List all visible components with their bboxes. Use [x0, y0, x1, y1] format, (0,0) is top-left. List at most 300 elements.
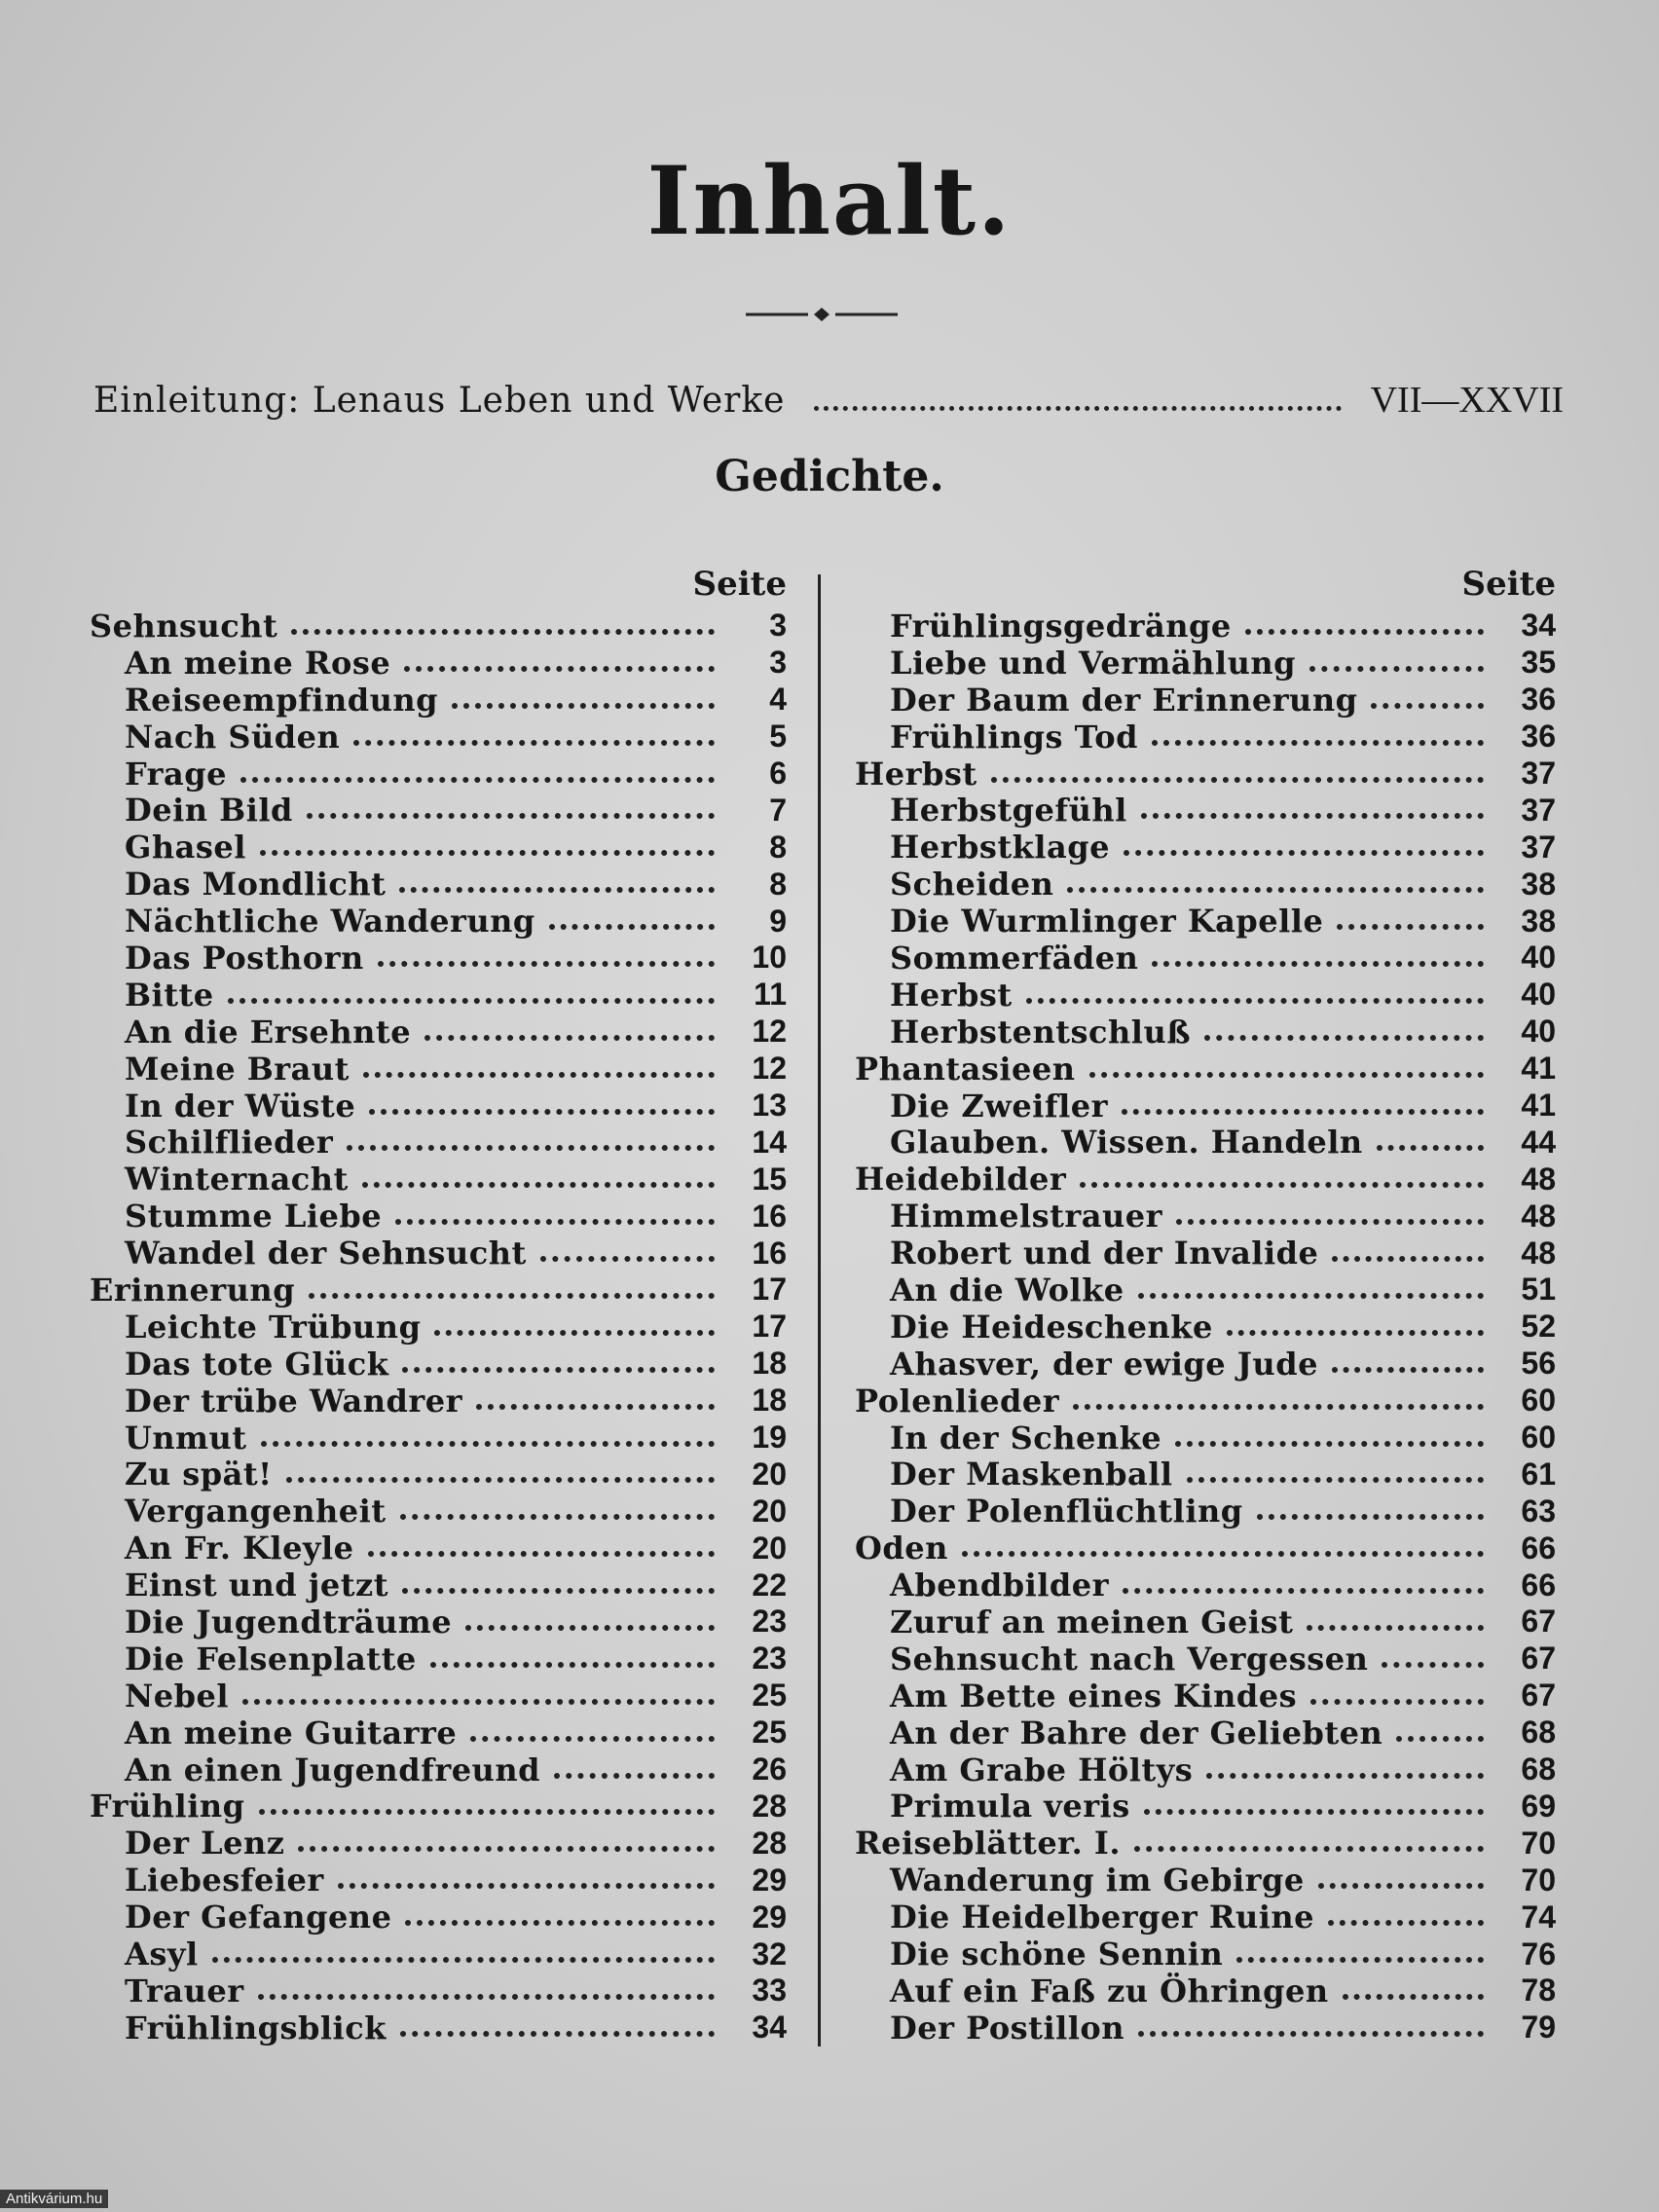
toc-entry: [90, 1751, 787, 1788]
toc-entry-page: 35: [1521, 645, 1556, 681]
dot-leader: [399, 887, 715, 893]
toc-entry-page: 51: [1521, 1272, 1556, 1308]
toc-entry-page: 38: [1521, 866, 1556, 902]
toc-entry-title: Abendbilder: [890, 1567, 1109, 1604]
dot-leader: [1227, 1330, 1484, 1336]
toc-entry-title: Einst und jetzt: [125, 1567, 388, 1604]
section-title: Gedichte.: [715, 452, 944, 501]
dot-leader: [814, 406, 1341, 411]
toc-entry-page: 52: [1521, 1309, 1556, 1345]
right-column-header: Seite: [1461, 565, 1556, 604]
dot-leader: [1134, 1846, 1484, 1852]
dot-leader: [991, 777, 1484, 783]
toc-entry-title: Der Gefangene: [125, 1899, 392, 1936]
toc-entry-page: 67: [1521, 1604, 1556, 1640]
dot-leader: [228, 998, 715, 1004]
dot-leader: [962, 1551, 1484, 1557]
dot-leader: [434, 1330, 715, 1336]
toc-entry-title: Zu spät!: [125, 1456, 273, 1493]
toc-entry: [90, 756, 787, 793]
toc-entry-page: 9: [769, 903, 787, 939]
toc-entry-title: Trauer: [125, 1972, 244, 2009]
toc-entry-title: Herbst: [890, 976, 1013, 1014]
toc-entry: [855, 1936, 1556, 1972]
toc-entry: [90, 1530, 787, 1567]
toc-entry-title: Der Maskenball: [890, 1456, 1173, 1493]
toc-entry: [855, 682, 1556, 719]
toc-entry-page: 74: [1521, 1899, 1556, 1935]
dot-leader: [259, 1809, 716, 1815]
toc-entry-page: 37: [1521, 792, 1556, 828]
toc-entry: [855, 1899, 1556, 1936]
toc-entry-title: Die Wurmlinger Kapelle: [890, 903, 1324, 940]
toc-entry-title: Wandel der Sehnsucht: [125, 1235, 527, 1272]
toc-entry-title: Herbst: [855, 755, 977, 793]
toc-entry-page: 12: [752, 1051, 787, 1087]
toc-entry-title: Glauben. Wissen. Handeln: [890, 1124, 1363, 1161]
dot-leader: [1187, 1477, 1485, 1483]
toc-entry: [90, 903, 787, 940]
toc-entry-title: An einen Jugendfreund: [125, 1751, 540, 1788]
toc-entry: [90, 1014, 787, 1051]
toc-entry: [90, 1456, 787, 1493]
toc-entry: [855, 1604, 1556, 1641]
toc-entry-title: Nebel: [125, 1677, 229, 1714]
toc-entry: [855, 2009, 1556, 2046]
toc-entry-title: Erinnerung: [90, 1271, 296, 1309]
toc-entry-title: Primula veris: [890, 1788, 1130, 1825]
toc-entry-page: 37: [1521, 829, 1556, 865]
toc-entry-title: Frühling: [90, 1788, 245, 1825]
column-divider: [818, 574, 821, 2046]
toc-entry: [855, 1788, 1556, 1825]
toc-entry: [90, 1677, 787, 1714]
toc-entry-title: Reiseblätter. I.: [855, 1825, 1121, 1862]
toc-entry: [90, 1493, 787, 1530]
toc-entry-title: Polenlieder: [855, 1382, 1060, 1419]
toc-entry-page: 40: [1521, 977, 1556, 1013]
toc-entry-title: Sehnsucht: [90, 607, 278, 645]
toc-entry-title: Wanderung im Gebirge: [890, 1862, 1305, 1899]
dot-leader: [338, 1883, 715, 1889]
left-column-header: Seite: [692, 565, 787, 604]
dot-leader: [400, 2031, 715, 2037]
dot-leader: [465, 1625, 715, 1631]
dot-leader: [286, 1477, 715, 1483]
toc-entry-page: 4: [769, 682, 787, 718]
toc-entry-page: 69: [1521, 1788, 1556, 1824]
toc-entry-page: 29: [752, 1899, 787, 1935]
toc-entry-title: Der Polenflüchtling: [890, 1493, 1243, 1530]
toc-entry-page: 61: [1521, 1456, 1556, 1492]
toc-entry-page: 66: [1521, 1530, 1556, 1566]
toc-entry-title: Am Bette eines Kindes: [890, 1677, 1298, 1714]
toc-entry-title: Bitte: [125, 976, 214, 1014]
toc-entry-title: Ghasel: [125, 829, 246, 866]
toc-entry-page: 67: [1521, 1641, 1556, 1677]
toc-entry-title: An meine Guitarre: [125, 1714, 458, 1751]
toc-entry: [90, 1272, 787, 1309]
toc-entry: [90, 1936, 787, 1972]
toc-entry: [90, 1567, 787, 1604]
toc-entry-page: 56: [1521, 1346, 1556, 1382]
toc-entry: [855, 645, 1556, 682]
dot-leader: [404, 666, 715, 672]
toc-entry-page: 60: [1521, 1419, 1556, 1456]
dot-leader: [1123, 1588, 1484, 1594]
toc-entry: [90, 682, 787, 719]
dot-leader: [1089, 1072, 1485, 1078]
toc-entry-page: 32: [752, 1936, 787, 1972]
toc-entry-page: 17: [752, 1272, 787, 1308]
toc-entry-page: 14: [752, 1124, 787, 1160]
dot-leader: [1073, 1404, 1484, 1410]
toc-entry: [90, 719, 787, 756]
toc-entry-title: Frühlingsgedränge: [890, 607, 1232, 645]
toc-entry-title: Der Lenz: [125, 1825, 285, 1862]
dot-leader: [1377, 1145, 1484, 1151]
dot-leader: [1080, 1182, 1484, 1188]
toc-entry-page: 70: [1521, 1862, 1556, 1898]
toc-entry-title: Der Baum der Erinnerung: [890, 681, 1358, 719]
toc-entry-page: 67: [1521, 1677, 1556, 1714]
toc-entry: [90, 1641, 787, 1677]
dot-leader: [1206, 1773, 1484, 1779]
dot-leader: [1307, 1625, 1484, 1631]
toc-entry: [90, 792, 787, 829]
toc-entry-title: Unmut: [125, 1419, 247, 1456]
toc-entry-page: 16: [752, 1198, 787, 1234]
toc-entry-page: 33: [752, 1972, 787, 2009]
dot-leader: [1382, 1662, 1484, 1668]
toc-entry: [855, 1677, 1556, 1714]
dot-leader: [1337, 924, 1484, 930]
toc-entry-page: 68: [1521, 1751, 1556, 1788]
toc-entry: [855, 866, 1556, 903]
dot-leader: [402, 1588, 715, 1594]
page-title: Inhalt.: [646, 146, 1013, 256]
toc-entry: [855, 1751, 1556, 1788]
dot-leader: [309, 1293, 715, 1299]
toc-entry-title: Sommerfäden: [890, 939, 1139, 977]
toc-entry-title: Vergangenheit: [125, 1493, 387, 1530]
toc-entry-title: Leichte Trübung: [125, 1308, 422, 1346]
toc-entry-title: Zuruf an meinen Geist: [890, 1604, 1294, 1641]
toc-entry-title: Die Jugendträume: [125, 1604, 453, 1641]
toc-entry-title: Das Mondlicht: [125, 866, 387, 903]
dot-leader: [291, 629, 715, 635]
toc-entry-page: 76: [1521, 1936, 1556, 1972]
toc-entry: [855, 1346, 1556, 1382]
toc-entry-page: 66: [1521, 1567, 1556, 1603]
dot-leader: [1144, 1809, 1484, 1815]
toc-entry: [855, 1014, 1556, 1051]
toc-entry-title: Der trübe Wandrer: [125, 1382, 462, 1419]
dot-leader: [1318, 1883, 1484, 1889]
toc-entry: [90, 977, 787, 1014]
toc-entry: [90, 1309, 787, 1346]
dot-leader: [1371, 703, 1484, 709]
toc-entry: [90, 645, 787, 682]
toc-entry-page: 25: [752, 1677, 787, 1714]
toc-entry-page: 36: [1521, 682, 1556, 718]
toc-entry-page: 48: [1521, 1198, 1556, 1234]
toc-entry: [855, 792, 1556, 829]
dot-leader: [1328, 1920, 1484, 1926]
toc-entry: [855, 1641, 1556, 1677]
toc-entry-title: Der Postillon: [890, 2009, 1125, 2046]
dot-leader: [260, 850, 715, 856]
toc-entry-title: Asyl: [125, 1936, 199, 1973]
dot-leader: [258, 1994, 715, 2000]
dot-leader: [240, 777, 715, 783]
toc-entry-title: Heidebilder: [855, 1161, 1067, 1198]
dot-leader: [368, 1551, 715, 1557]
dot-leader: [430, 1662, 715, 1668]
toc-entry-page: 23: [752, 1641, 787, 1677]
toc-entry: [90, 1088, 787, 1124]
toc-entry-title: Herbstgefühl: [890, 792, 1127, 830]
toc-entry-page: 15: [752, 1161, 787, 1197]
toc-entry-page: 48: [1521, 1235, 1556, 1271]
toc-entry: [90, 829, 787, 866]
toc-entry-page: 13: [752, 1088, 787, 1124]
introduction-pages: VII—XXVII: [1370, 380, 1564, 421]
toc-entry: [90, 1788, 787, 1825]
toc-entry-page: 16: [752, 1235, 787, 1271]
toc-entry-page: 40: [1521, 940, 1556, 976]
toc-entry-title: Das tote Glück: [125, 1345, 389, 1382]
dot-leader: [298, 1846, 715, 1852]
dot-leader: [212, 1957, 715, 1963]
toc-entry: [855, 1456, 1556, 1493]
watermark-text: Antikvárium.hu: [0, 2190, 108, 2208]
toc-entry-title: Dein Bild: [125, 792, 293, 830]
toc-entry-page: 18: [752, 1382, 787, 1419]
toc-entry: [855, 1714, 1556, 1751]
toc-entry-page: 34: [752, 2009, 787, 2046]
toc-entry-title: Die Heidelberger Ruine: [890, 1899, 1315, 1936]
toc-entry-page: 70: [1521, 1825, 1556, 1861]
toc-entry-page: 25: [752, 1714, 787, 1751]
toc-entry: [855, 1124, 1556, 1161]
toc-entry: [90, 1051, 787, 1088]
toc-entry: [90, 1899, 787, 1936]
toc-entry-page: 22: [752, 1567, 787, 1603]
toc-entry-page: 7: [769, 792, 787, 828]
toc-entry-title: Oden: [855, 1530, 948, 1567]
toc-entry-title: Nach Süden: [125, 718, 341, 756]
toc-entry-page: 28: [752, 1788, 787, 1824]
toc-entry-title: Winternacht: [125, 1161, 349, 1198]
toc-entry: [90, 1382, 787, 1419]
dot-leader: [261, 1441, 715, 1447]
toc-entry-page: 20: [752, 1530, 787, 1566]
toc-entry-title: In der Schenke: [890, 1419, 1162, 1456]
introduction-entry: [93, 374, 1564, 426]
toc-entry-title: An die Wolke: [890, 1271, 1124, 1309]
toc-entry-page: 8: [769, 866, 787, 902]
dot-leader: [405, 1920, 715, 1926]
toc-entry-title: Sehnsucht nach Vergessen: [890, 1640, 1369, 1677]
dot-leader: [1309, 666, 1484, 672]
toc-entry-title: Die schöne Sennin: [890, 1936, 1224, 1973]
toc-entry: [855, 829, 1556, 866]
dot-leader: [1067, 887, 1484, 893]
dot-leader: [402, 1367, 715, 1373]
toc-entry-page: 36: [1521, 719, 1556, 755]
toc-entry-title: Frühlings Tod: [890, 718, 1139, 756]
toc-entry: [90, 1124, 787, 1161]
dot-leader: [554, 1773, 715, 1779]
toc-entry-page: 17: [752, 1309, 787, 1345]
toc-entry: [855, 940, 1556, 977]
dot-leader: [1138, 2031, 1484, 2037]
toc-entry: [90, 1235, 787, 1272]
toc-entry: [855, 1825, 1556, 1862]
dot-leader: [1152, 740, 1484, 746]
toc-entry-page: 79: [1521, 2009, 1556, 2046]
toc-entry: [90, 1198, 787, 1235]
toc-entry: [90, 1862, 787, 1899]
toc-entry: [855, 1419, 1556, 1456]
toc-entry-page: 78: [1521, 1972, 1556, 2009]
toc-entry: [855, 1088, 1556, 1124]
toc-entry-title: Am Grabe Höltys: [890, 1751, 1194, 1788]
toc-entry: [855, 756, 1556, 793]
toc-entry-page: 41: [1521, 1088, 1556, 1124]
toc-entry-page: 29: [752, 1862, 787, 1898]
dot-leader: [347, 1145, 715, 1151]
toc-entry-title: Schilflieder: [125, 1124, 334, 1161]
toc-entry-title: An der Bahre der Geliebten: [890, 1714, 1383, 1751]
toc-entry-title: Frage: [125, 755, 227, 793]
dot-leader: [452, 703, 715, 709]
toc-entry-title: An die Ersehnte: [125, 1013, 412, 1051]
toc-entry-page: 26: [752, 1751, 787, 1788]
dot-leader: [1396, 1736, 1484, 1742]
dot-leader: [1236, 1957, 1484, 1963]
dot-leader: [395, 1219, 715, 1225]
dot-leader: [378, 961, 715, 967]
toc-entry-page: 3: [769, 608, 787, 644]
toc-entry-title: Die Heideschenke: [890, 1308, 1213, 1346]
dot-leader: [353, 740, 715, 746]
toc-entry-page: 48: [1521, 1161, 1556, 1197]
toc-entry-title: Auf ein Faß zu Öhringen: [890, 1972, 1329, 2009]
toc-entry-title: In der Wüste: [125, 1087, 356, 1124]
dot-leader: [549, 924, 715, 930]
dot-leader: [363, 1072, 715, 1078]
toc-entry-title: Die Felsenplatte: [125, 1640, 417, 1677]
toc-entry-page: 19: [752, 1419, 787, 1456]
toc-entry-title: Himmelstrauer: [890, 1198, 1162, 1235]
toc-entry-title: Liebe und Vermählung: [890, 644, 1296, 682]
title-ornament: [746, 308, 898, 321]
dot-leader: [476, 1404, 715, 1410]
toc-entry-title: An meine Rose: [125, 644, 391, 682]
dot-leader: [1343, 1994, 1484, 2000]
dot-leader: [369, 1109, 715, 1115]
toc-entry: [855, 1862, 1556, 1899]
toc-entry-page: 34: [1521, 608, 1556, 644]
toc-entry-title: Ahasver, der ewige Jude: [890, 1345, 1318, 1382]
toc-entry: [855, 1530, 1556, 1567]
toc-entry-page: 11: [754, 977, 787, 1013]
toc-entry-page: 37: [1521, 756, 1556, 791]
toc-entry: [90, 1346, 787, 1382]
left-column: [90, 608, 787, 2046]
toc-entry-page: 63: [1521, 1493, 1556, 1529]
toc-entry-page: 18: [752, 1346, 787, 1382]
toc-entry-page: 23: [752, 1604, 787, 1640]
toc-entry: [855, 977, 1556, 1014]
toc-entry: [90, 1825, 787, 1862]
dot-leader: [424, 1035, 715, 1041]
toc-entry-page: 20: [752, 1456, 787, 1492]
dot-leader: [1141, 813, 1484, 819]
toc-entry-page: 41: [1521, 1051, 1556, 1087]
dot-leader: [1176, 1219, 1484, 1225]
dot-leader: [1257, 1514, 1484, 1520]
toc-entry: [855, 1493, 1556, 1530]
toc-entry: [90, 608, 787, 645]
toc-entry-page: 3: [769, 645, 787, 681]
toc-entry-page: 28: [752, 1825, 787, 1861]
dot-leader: [1310, 1699, 1484, 1705]
toc-entry: [90, 2009, 787, 2046]
dot-leader: [470, 1736, 715, 1742]
toc-entry-title: Stumme Liebe: [125, 1198, 383, 1235]
dot-leader: [1332, 1256, 1484, 1262]
toc-entry: [855, 1198, 1556, 1235]
toc-entry-title: Herbstentschluß: [890, 1013, 1192, 1051]
toc-entry: [855, 903, 1556, 940]
right-column: [855, 608, 1556, 2046]
toc-entry: [855, 1309, 1556, 1346]
dot-leader: [540, 1256, 715, 1262]
toc-entry-title: Frühlingsblick: [125, 2009, 387, 2046]
toc-entry-page: 5: [769, 719, 787, 755]
dot-leader: [307, 813, 715, 819]
dot-leader: [1122, 1109, 1484, 1115]
toc-entry-title: Meine Braut: [125, 1050, 350, 1088]
toc-entry: [90, 1604, 787, 1641]
dot-leader: [1138, 1293, 1484, 1299]
toc-entry: [855, 1272, 1556, 1309]
toc-entry-title: Reiseempfindung: [125, 681, 439, 719]
toc-entry-page: 60: [1521, 1382, 1556, 1419]
dot-leader: [242, 1699, 715, 1705]
toc-entry: [90, 1419, 787, 1456]
toc-entry-page: 8: [769, 829, 787, 865]
toc-entry-title: Robert und der Invalide: [890, 1235, 1319, 1272]
toc-entry: [855, 719, 1556, 756]
toc-entry: [90, 866, 787, 903]
toc-entry-page: 20: [752, 1493, 787, 1529]
toc-entry: [855, 1235, 1556, 1272]
toc-entry-page: 38: [1521, 903, 1556, 939]
toc-entry: [855, 1972, 1556, 2009]
toc-entry-title: Das Posthorn: [125, 939, 364, 977]
dot-leader: [1175, 1441, 1484, 1447]
dot-leader: [1245, 629, 1484, 635]
toc-entry-page: 6: [769, 756, 787, 791]
dot-leader: [362, 1182, 715, 1188]
toc-entry-title: Die Zweifler: [890, 1087, 1108, 1124]
toc-entry-title: Nächtliche Wanderung: [125, 903, 535, 940]
toc-entry-title: Scheiden: [890, 866, 1054, 903]
